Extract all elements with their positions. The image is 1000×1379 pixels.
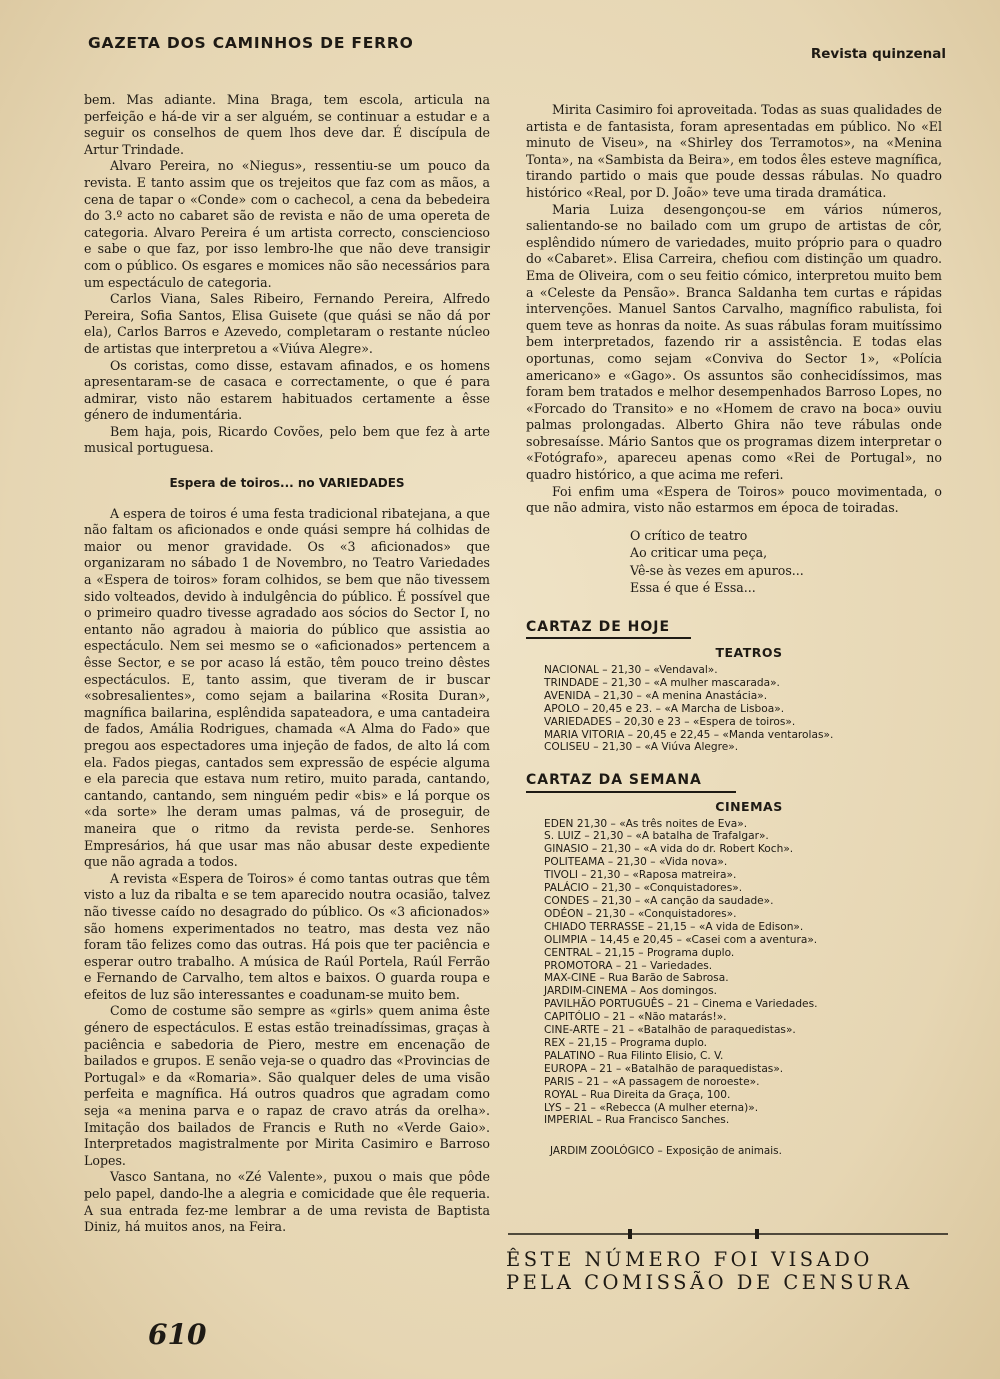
list-item: PALÁCIO – 21,30 – «Conquistadores». [544, 882, 743, 895]
list-item: JARDIM-CINEMA – Aos domingos. [544, 985, 718, 998]
list-item: PALATINO – Rua Filinto Elisio, C. V. [544, 1049, 724, 1062]
paragraph: Mirita Casimiro foi aproveitada. Todas as suas qualidades de artista e de fantasista, foram apresentadas em público. No «El minuto de Viseu», na «Shirley dos Terramotos», na «Menina Tonta», na «Sambista da Beira», em todos êles esteve magnífica, tirando partido o mais que poude dessas rábulas. No quadro histórico «Real, por D. João» teve uma tirada dramática. [526, 102, 942, 200]
verse-line: Ao criticar uma peça, [630, 545, 768, 561]
paragraph: Maria Luiza desengonçou-se em vários números, salientando-se no bailado com um grupo de artistas de côr, esplêndido número de variedades, muito próprio para o quadro do «Cabaret». Elisa Carreira, chefiou com distinção um quadro. Ema de Oliveira, com o seu feitio cómico, interpretou muito bem a «Celeste da Pensão». Branca Saldanha tem curtas e rápidas intervenções. Manuel Santos Carvalho, magnífico rabulista, foi quem teve as honras da noite. As suas rábulas foram muitíssimo bem interpretados, fazendo rir a assistência. E todas elas oportunas, como sejam «Conviva do Sector 1», «Polícia americano» e «Gago». Os assuntos são conhecidíssimos, mas foram bem tratados e melhor desempenhados Barroso Lopes, no «Forcado do Transito» e no «Homem de cravo na boca» ouviu palmas prolongadas. Alberto Ghira não teve rábulas onde sobresaísse. Mário Santos que os programas dizem interpretar o «Fotógrafo», apareceu apenas como «Rei de Portugal», no quadro histórico, a que acima me referi. [526, 201, 942, 483]
list-item: LYS – 21 – «Rebecca (A mulher eterna)». [544, 1101, 759, 1114]
list-item: ODÉON – 21,30 – «Conquistadores». [544, 907, 737, 920]
list-item: PARIS – 21 – «A passagem de noroeste». [544, 1075, 760, 1088]
cinemas-list [544, 818, 942, 1128]
list-item: NACIONAL – 21,30 – «Vendaval». [544, 664, 718, 677]
paragraph: Alvaro Pereira, no «Niegus», ressentiu-se um pouco da revista. E tanto assim que os trejeitos que faz com as mãos, a cena de tapar o «Conde» com o cachecol, a cena da bebedeira do 3.º acto no cabaret são de revista e não de uma opereta de categoria. Alvaro Pereira é um artista correcto, consciencioso e sabe o que faz, por isso lembro-lhe que não deve transigir com o público. Os esgares e momices não são necessários para um espectáculo de categoria. [84, 158, 490, 290]
list-item: AVENIDA – 21,30 – «A menina Anastácia». [544, 689, 768, 702]
list-item: APOLO – 20,45 e 23. – «A Marcha de Lisboa». [544, 702, 785, 715]
censorship-line: ÊSTE NÚMERO FOI VISADO [506, 1248, 873, 1271]
teatros-subheading: TEATROS [715, 645, 783, 661]
verse [630, 527, 942, 597]
verse-line: O crítico de teatro [630, 527, 748, 543]
list-item: IMPERIAL – Rua Francisco Sanches. [544, 1114, 730, 1127]
list-item: TIVOLI – 21,30 – «Raposa matreira». [544, 869, 737, 882]
list-item: COLISEU – 21,30 – «A Viúva Alegre». [544, 741, 739, 754]
cartaz-hoje-heading: CARTAZ DE HOJE [526, 619, 942, 640]
list-item: GINASIO – 21,30 – «A vida do dr. Robert Koch». [544, 843, 794, 856]
list-item: CONDES – 21,30 – «A canção da saudade». [544, 895, 774, 907]
paragraph: Bem haja, pois, Ricardo Covões, pelo bem que fez à arte musical portuguesa. [84, 423, 490, 456]
paragraph: bem. Mas adiante. Mina Braga, tem escola, articula na perfeição e há-de vir a ser alguém, se continuar a estudar e a seguir os conselhos de quem lhos deve dar. É discípula de Artur Trindade. [84, 92, 490, 157]
paragraph: Foi enfim uma «Espera de Toiros» pouco movimentada, o que não admira, visto não estarmos em época de toiradas. [526, 483, 942, 516]
list-item: CENTRAL – 21,15 – Programa duplo. [544, 946, 735, 959]
heading-underline [526, 637, 691, 639]
list-item: ROYAL – Rua Direita da Graça, 100. [544, 1088, 731, 1101]
list-item: CINE-ARTE – 21 – «Batalhão de paraquedistas». [544, 1024, 796, 1037]
list-item: PAVILHÃO PORTUGUÊS – 21 – Cinema e Variedades. [544, 998, 818, 1011]
verse-line: Essa é que é Essa... [630, 580, 756, 596]
censorship-notice [506, 1248, 913, 1294]
list-item: POLITEAMA – 21,30 – «Vida nova». [544, 856, 728, 869]
zoo-notice: JARDIM ZOOLÓGICO – Exposição de animais. [550, 1145, 782, 1158]
paragraph: Como de costume são sempre as «girls» quem anima êste género de espectáculos. E estas estão treinadíssimas, graças à paciência e sabedoria de Piero, mestre em encenação de bailados e grupos. E senão veja-se o quadro das «Provincias de Portugal» e da «Romaria». São qualquer deles de uma visão perfeita e magnífica. Há outros quadros que agradam como seja «a menina parva e o rapaz de cravo atrás da orelha». Imitação dos bailados de Francis e Ruth no «Verde Gaio». Interpretados magistralmente por Mirita Casimiro e Barroso Lopes. [84, 1003, 490, 1168]
list-item: CHIADO TERRASSE – 21,15 – «A vida de Edison». [544, 920, 804, 933]
censorship-line: PELA COMISSÃO DE CENSURA [506, 1271, 913, 1294]
list-item: S. LUIZ – 21,30 – «A batalha de Trafalgar». [544, 830, 769, 843]
paragraph: Os coristas, como disse, estavam afinados, e os homens apresentaram-se de casaca e correctamente, o que é para admirar, visto não estarem habituados certamente a êsse género de indumentária. [84, 357, 490, 423]
cartaz-semana-heading: CARTAZ DA SEMANA [526, 772, 942, 793]
list-item: EDEN 21,30 – «As três noites de Eva». [544, 817, 748, 830]
teatros-list [544, 664, 942, 754]
list-item: VARIEDADES – 20,30 e 23 – «Espera de toiros». [544, 715, 796, 728]
list-item: REX – 21,15 – Programa duplo. [544, 1036, 708, 1049]
journal-title: GAZETA DOS CAMINHOS DE FERRO [88, 34, 414, 52]
cinemas-subheading: CINEMAS [715, 798, 783, 814]
list-item: PROMOTORA – 21 – Variedades. [544, 959, 713, 972]
paragraph: A espera de toiros é uma festa tradicional ribatejana, a que não faltam os aficionados e onde quási sempre há colhidas de maior ou menor gravidade. Os «3 aficionados» que organizaram no sábado 1 de Novembro, no Teatro Variedades a «Espera de toiros» foram colhidos, se bem que não tivessem sido volteados, devido à indulgência do público. É possível que o primeiro quadro tivesse agradado aos sócios do Sector I, no entanto não agradou à maioria do público que assistia ao espectáculo. Nem sei mesmo se o «aficionados» pertencem a êsse Sector, e se por acaso lá estão, têm pouco treino dêstes espectáculos. E, tanto assim, que tiveram de ir buscar «sobresalientes», como sejam a bailarina «Rosita Duran», magnífica bailarina, esplêndida sapateadora, e uma cantadeira de fados, Amália Rodrigues, chamada «A Alma do Fado» que pregou aos espectadores uma injeção de fados, de alto lá com ela. Fados piegas, cantados sem expressão de espécie alguma e ela parecia que estava num retiro, muito parada, cantando, cantando, cantando, sem ninguém pedir «bis» e lá porque os «da sorte» lhe deram umas palmas, vá de proseguir, de maneira que o ritmo da revista perde-se. Senhores Empresários, há que usar mas não abusar deste expediente que não agrada a todos. [84, 505, 490, 870]
heading-underline [526, 791, 736, 793]
paragraph: Carlos Viana, Sales Ribeiro, Fernando Pereira, Alfredo Pereira, Sofia Santos, Elisa Guisete (que quási se não dá por ela), Carlos Barros e Azevedo, completaram o restante núcleo de artistas que interpretou a «Viúva Alegre». [84, 291, 490, 356]
list-item: EUROPA – 21 – «Batalhão de paraquedistas». [544, 1062, 784, 1075]
list-item: TRINDADE – 21,30 – «A mulher mascarada». [544, 676, 780, 689]
list-item: MARIA VITORIA – 20,45 e 22,45 – «Manda ventarolas». [544, 728, 834, 741]
journal-subtitle: Revista quinzenal [810, 46, 946, 62]
list-item: MAX-CINE – Rua Barão de Sabrosa. [544, 972, 729, 985]
page-number: 610 [148, 1318, 207, 1351]
paragraph: A revista «Espera de Toiros» é como tantas outras que têm visto a luz da ribalta e se tem aparecido noutra ocasião, talvez não tivesse caído no desagrado do público. Os «3 aficionados» são homens experimentados no teatro, mas desta vez não foram tão felizes como das outras. Há pois que ter paciência e esperar outro trabalho. A música de Raúl Portela, Raúl Ferrão e Fernando de Carvalho, tem altos e baixos. O guarda roupa e efeitos de luz são interessantes e coadunam-se muito bem. [84, 870, 490, 1002]
section-title: Espera de toiros... no VARIEDADES [169, 476, 405, 491]
list-item: CAPITÓLIO – 21 – «Não matarás!». [544, 1011, 727, 1024]
right-column [526, 102, 942, 1160]
paragraph: Vasco Santana, no «Zé Valente», puxou o mais que pôde pelo papel, dando-lhe a alegria e comicidade que êle requeria. A sua entrada fez-me lembrar a de uma revista de Baptista Diniz, há muitos anos, na Feira. [84, 1169, 490, 1235]
verse-line: Vê-se às vezes em apuros... [630, 562, 804, 578]
decorative-rule [508, 1228, 948, 1240]
list-item: OLIMPIA – 14,45 e 20,45 – «Casei com a aventura». [544, 933, 818, 946]
left-column [84, 92, 490, 1236]
